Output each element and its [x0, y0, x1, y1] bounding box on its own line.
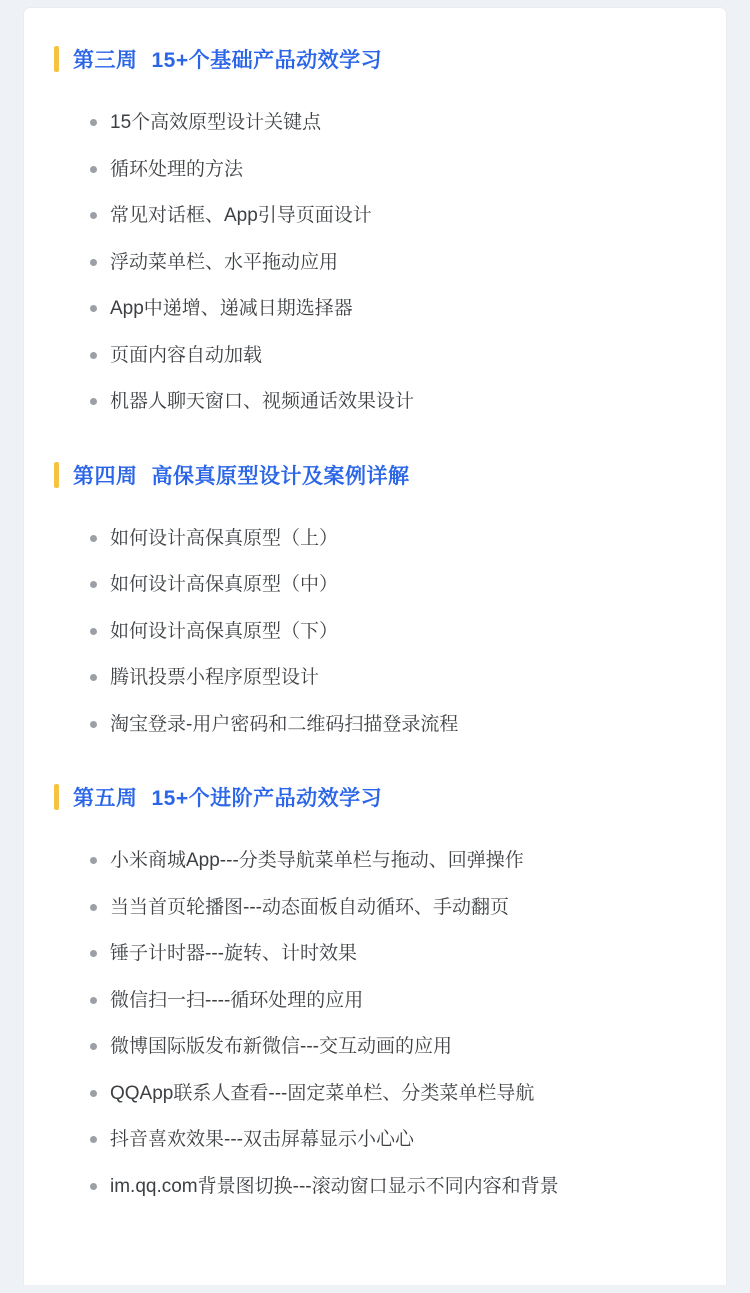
list-item: 抖音喜欢效果---双击屏幕显示小心心 [110, 1117, 702, 1164]
section-title-label: 15+个基础产品动效学习 [151, 49, 383, 72]
syllabus-card [24, 8, 726, 1293]
list-item: 如何设计高保真原型（下） [110, 609, 702, 656]
list-item: 微博国际版发布新微信---交互动画的应用 [110, 1024, 702, 1071]
list-item: im.qq.com背景图切换---滚动窗口显示不同内容和背景 [110, 1164, 702, 1211]
section-header [48, 782, 702, 812]
section-title-label: 15+个进阶产品动效学习 [151, 787, 383, 810]
list-item: 微信扫一扫----循环处理的应用 [110, 978, 702, 1025]
list-item: 循环处理的方法 [110, 147, 702, 194]
syllabus-section [48, 460, 702, 749]
list-item: 当当首页轮播图---动态面板自动循环、手动翻页 [110, 885, 702, 932]
accent-bar-icon [54, 462, 59, 488]
syllabus-section [48, 44, 702, 426]
list-item: 15个高效原型设计关键点 [110, 100, 702, 147]
list-item: 锤子计时器---旋转、计时效果 [110, 931, 702, 978]
list-item: 淘宝登录-用户密码和二维码扫描登录流程 [110, 702, 702, 749]
list-item: 页面内容自动加载 [110, 333, 702, 380]
section-header [48, 460, 702, 490]
section-title [73, 460, 410, 490]
section-week-label: 第五周 [73, 787, 138, 810]
section-title [73, 782, 382, 812]
page-bottom-strip [0, 1285, 750, 1293]
section-header [48, 44, 702, 74]
syllabus-section [48, 782, 702, 1210]
list-item: 如何设计高保真原型（上） [110, 516, 702, 563]
section-week-label: 第三周 [73, 49, 138, 72]
accent-bar-icon [54, 46, 59, 72]
list-item: 常见对话框、App引导页面设计 [110, 193, 702, 240]
list-item: 浮动菜单栏、水平拖动应用 [110, 240, 702, 287]
section-title [73, 44, 382, 74]
list-item: QQApp联系人查看---固定菜单栏、分类菜单栏导航 [110, 1071, 702, 1118]
section-week-label: 第四周 [73, 464, 138, 488]
section-item-list [48, 838, 702, 1210]
list-item: 机器人聊天窗口、视频通话效果设计 [110, 379, 702, 426]
section-item-list [48, 100, 702, 426]
list-item: App中递增、递减日期选择器 [110, 286, 702, 333]
list-item: 如何设计高保真原型（中） [110, 562, 702, 609]
list-item: 腾讯投票小程序原型设计 [110, 655, 702, 702]
list-item: 小米商城App---分类导航菜单栏与拖动、回弹操作 [110, 838, 702, 885]
accent-bar-icon [54, 784, 59, 810]
section-item-list [48, 516, 702, 749]
section-title-label: 高保真原型设计及案例详解 [151, 464, 410, 488]
